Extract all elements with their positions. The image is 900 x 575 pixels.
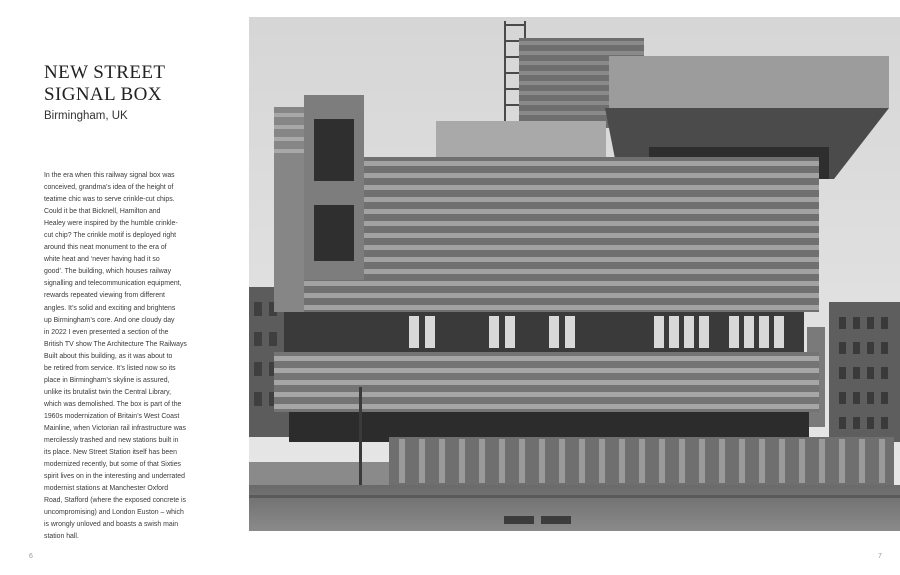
body-text-line: place in Birmingham’s skyline is assured, <box>44 376 170 384</box>
body-text-line: white heat and ‘never having had it so <box>44 256 160 264</box>
overhang-top <box>609 56 889 108</box>
title-line-1: NEW STREET <box>44 62 166 83</box>
body-text-line: modernist stations at Manchester Oxford <box>44 485 169 493</box>
kerb <box>249 495 900 498</box>
title-line-2: SIGNAL BOX <box>44 84 162 105</box>
body-text-line: Mainline, when Victorian rail infrastructure was <box>44 424 186 432</box>
body-text-line: conceived, grandma’s idea of the height of <box>44 184 174 192</box>
body-text-line: teatime chic was to serve crinkle-cut chips. <box>44 196 175 204</box>
body-text-line: Built about this building, as it was about to <box>44 352 173 360</box>
drain-cover-1 <box>504 516 534 524</box>
body-text-line: Road, Stafford (where the exposed concrete is <box>44 497 186 505</box>
drain-cover-2 <box>541 516 571 524</box>
left-page <box>0 0 249 575</box>
body-text-line: signalling and telecommunication equipment, <box>44 280 182 288</box>
page-number-right: 7 <box>878 553 882 560</box>
body-text-line: cut chip? The crinkle motif is deployed right <box>44 232 177 240</box>
page-number-left: 6 <box>29 553 33 560</box>
location-subtitle: Birmingham, UK <box>44 110 128 122</box>
low-left-wall <box>249 462 389 487</box>
signal-box-photo <box>249 17 900 531</box>
body-text-line: angles. It’s solid and exciting and brightens <box>44 304 176 312</box>
body-text-line: British TV show The Architecture The Railways <box>44 340 187 348</box>
body-text-line: 1960s modernization of Britain’s West Coast <box>44 412 180 420</box>
body-text-line: mercilessly trashed and new stations built in <box>44 437 179 445</box>
body-text-line: is wrongly unloved and boasts a swish main <box>44 521 179 529</box>
page-title <box>44 62 224 106</box>
stair-tower-upper-window <box>314 119 354 181</box>
stair-tower-lower-window <box>314 205 354 261</box>
body-text-line: rewards repeated viewing from different <box>44 292 165 300</box>
window-band <box>284 312 804 352</box>
body-text <box>44 170 196 543</box>
body-text-line: Healey were inspired by the humble crinkle- <box>44 220 178 228</box>
body-text-line: be retired from service. It’s listed now so its <box>44 364 176 372</box>
body-text-line: which was demolished. The box is part of the <box>44 400 182 408</box>
body-text-line: uncompromising) and London Euston – which <box>44 509 184 517</box>
body-text-line: good’. The building, which houses railway <box>44 268 172 276</box>
body-text-line: spirit lives on in the interesting and underrated <box>44 473 185 481</box>
body-text-line: up Birmingham’s core. And one cloudy day <box>44 316 175 324</box>
body-text-line: its place. New Street Station itself has been <box>44 449 177 457</box>
body-text-line: modernized recently, but some of that Sixties <box>44 461 181 469</box>
body-text-line: in 2022 I even presented a section of the <box>44 328 169 336</box>
body-text-line: unlike its brutalist twin the Central Library, <box>44 388 172 396</box>
rooftop-block <box>436 121 606 161</box>
body-text-line: Could it be that Bicknell, Hamilton and <box>44 208 161 216</box>
body-text-line: In the era when this railway signal box was <box>44 172 175 179</box>
pavement <box>249 485 900 531</box>
body-text-line: station hall. <box>44 533 79 541</box>
body-text-line: around this neat monument to the era of <box>44 244 167 252</box>
